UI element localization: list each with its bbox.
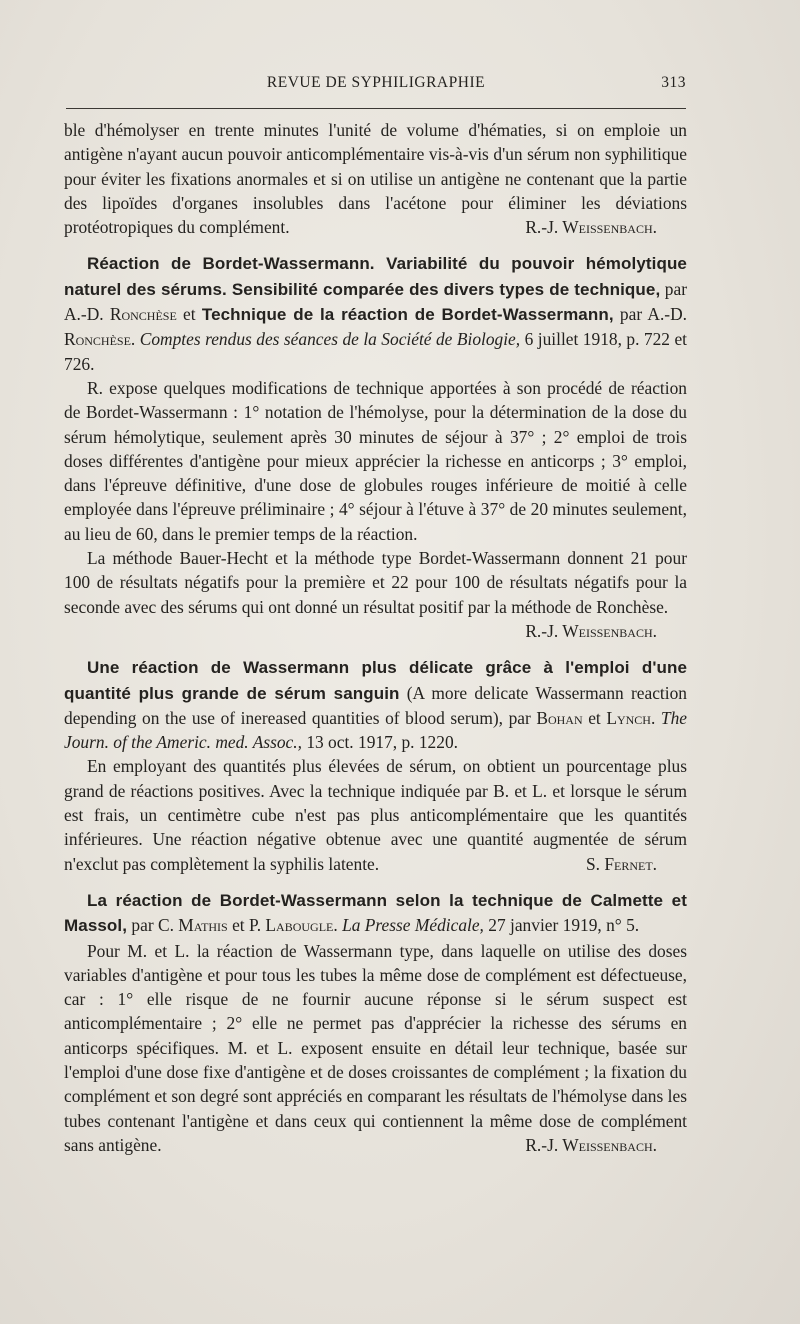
article-3-title: La réaction de Bordet-Wassermann selon la technique de Calmette et Massol, — [64, 890, 687, 936]
article-1-par-2: par A.-D. — [613, 304, 688, 325]
intro-signature: R.-J. Weissenbach. — [525, 217, 657, 238]
page-body — [64, 118, 687, 1157]
article-1-author-2: Ronchèse. — [64, 329, 136, 350]
article-1-date: 6 juillet 1918, p. 722 et 726. — [64, 329, 687, 374]
article-1-heading — [64, 251, 687, 375]
article-3-paragraph-text: Pour M. et L. la réaction de Wassermann type, dans laquelle on utilise des doses variables d'antigène et pour tous les tubes la même dose de complément est défectueuse, car : 1° elle risque de ne fournir aucune réponse si le sérum suspect est anticomplémentaire ; 2° elle ne permet pas d'apprécier la richesse des sérums en anticorps spécifiques. M. et L. exposent ensuite en détail leur technique, basée sur l'emploi d'une dose fixe d'antigène et de doses croissantes de complément ; la fixation du complément et son degré sont appréciés en comparant les résultats de l'hémolyse dans les tubes contenant l'antigène et dans ceux qui contiennent la même dose de complément sans antigène. — [64, 940, 687, 1155]
article-1-et: et — [176, 304, 202, 325]
article-2-subtitle: (A more delicate Wassermann reaction depending on the use of inereased quantities of blood serum), par — [64, 682, 687, 728]
article-2-heading — [64, 655, 687, 754]
article-2-et: et — [582, 707, 607, 728]
article-1-journal: Comptes rendus des séances de la Société de Biologie, — [135, 329, 521, 350]
article-3-signature: R.-J. Weissenbach. — [525, 1134, 657, 1155]
article-1-paragraph-1: R. expose quelques modifications de technique apportées à son procédé de réaction de Bordet-Wassermann : 1° notation de l'hémolyse, pour la détermination de la dose du sérum hémolytique, seulement après 30 minutes de séjour à 37° ; 2° emploi de trois doses différentes d'antigène pour mieux apprécier la richesse en anticorps ; 3° emploi, dans l'épreuve définitive, d'une dose de globules rouges inférieure de moitié à celle employée dans l'épreuve préliminaire ; 4° séjour à l'étuve à 37° de 20 minutes seulement, au lieu de 60, dans le premier temps de la réaction. — [64, 377, 687, 544]
article-2-signature: S. Fernet. — [585, 853, 657, 874]
intro-text: ble d'hémolyser en trente minutes l'unité de volume d'hématies, si on emploie un antigène n'ayant aucun pouvoir anticomplémentaire vis-à-vis d'un sérum non syphilitique pour éviter les fixations anormales et si on utilise un antigène ne contenant que la partie des lipoïdes d'organes insolubles dans l'acétone pour éliminer les déviations protéotropiques du complément. — [64, 120, 687, 238]
article-2-author-1: Bohan — [536, 707, 583, 728]
article-3-et: et P. — [227, 915, 266, 936]
article-3-heading — [64, 888, 687, 939]
article-1-title: Réaction de Bordet-Wassermann. Variabilité du pouvoir hémolytique naturel des sérums. Sensibilité comparée des divers types de technique, — [64, 254, 687, 299]
article-1-par: par A.-D. — [64, 278, 688, 325]
article-3-author-2: Labougle. — [265, 915, 338, 936]
article-1-title-2: Technique de la réaction de Bordet-Wassermann, — [201, 305, 614, 325]
article-2-journal: The Journ. of the Americ. med. Assoc., — [64, 707, 687, 753]
article-1-author: Ronchèse — [109, 304, 177, 325]
article-1-paragraph-2-text: La méthode Bauer-Hecht et la méthode type Bordet-Wassermann donnent 21 pour 100 de résultats négatifs pour la première et 22 pour 100 de résultats négatifs pour la seconde avec des sérums qui ont donné un résultat positif par la méthode de Ronchèse. — [64, 548, 687, 617]
running-header — [66, 74, 686, 98]
header-rule — [66, 108, 686, 109]
article-3-journal: La Presse Médicale, — [337, 915, 484, 936]
article-2-title: Une réaction de Wassermann plus délicate grâce à l'emploi d'une quantité plus grande de sérum sanguin — [64, 658, 687, 703]
article-2-date: 13 oct. 1917, p. 1220. — [301, 732, 458, 753]
journal-title: REVUE DE SYPHILIGRAPHIE — [266, 74, 486, 91]
article-3-paragraph — [64, 939, 687, 1158]
article-2-author-2: Lynch. — [606, 707, 656, 728]
page-number: 313 — [661, 74, 686, 91]
article-2-paragraph-text: En employant des quantités plus élevées de sérum, on obtient un pourcentage plus grand de réactions positives. Avec la technique indiquée par B. et L. et lorsque le sérum est frais, un centimètre cube n'est pas plus anticomplémentaire que les quantités inférieures. Une réaction négative obtenue avec une quantité augmentée de sérum n'exclut pas complètement la syphilis latente. — [64, 756, 687, 874]
article-3-date: 27 janvier 1919, n° 5. — [483, 915, 640, 936]
article-3-par: par C. — [127, 915, 179, 936]
intro-paragraph — [64, 118, 687, 239]
article-3-author-1: Mathis — [178, 915, 228, 936]
article-2-paragraph — [64, 754, 687, 875]
article-1-paragraph-2 — [64, 546, 687, 641]
article-1-signature: R.-J. Weissenbach. — [525, 620, 657, 641]
